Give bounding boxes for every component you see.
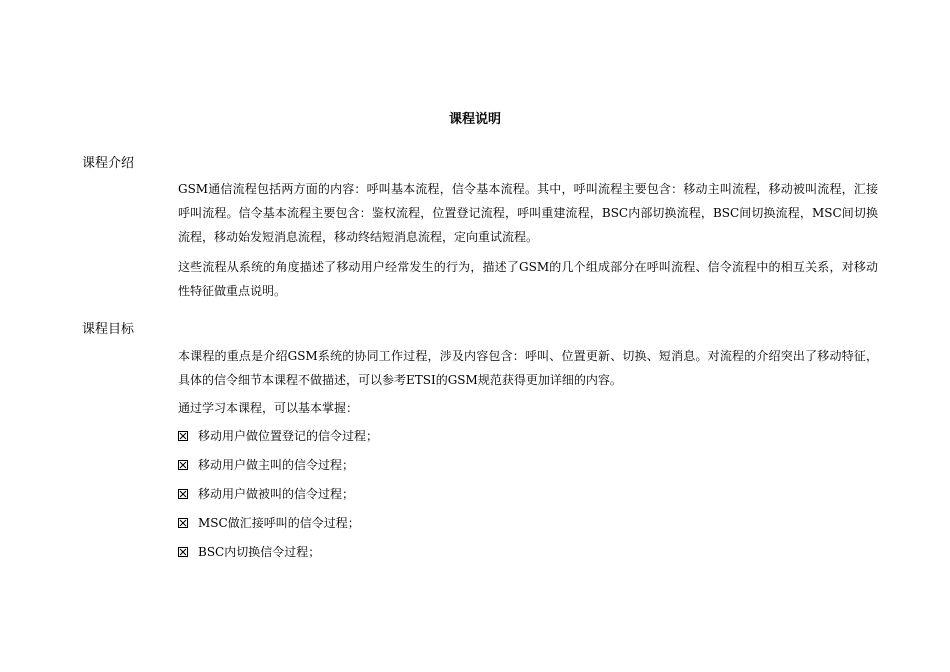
- checkbox-icon: [178, 431, 188, 441]
- checkbox-icon: [178, 518, 188, 528]
- intro-paragraph-1: GSM通信流程包括两方面的内容：呼叫基本流程，信令基本流程。其中，呼叫流程主要包含：移动主叫流程，移动被叫流程，汇接呼叫流程。信令基本流程主要包含：鉴权流程，位置登记流程，呼叫重建流程，BSC内部切换流程，BSC间切换流程，MSC间切换流程，移动始发短消息流程，移动终结短消息流程，定向重试流程。: [178, 182, 878, 244]
- list-item: [178, 511, 360, 535]
- page-title: 课程说明: [448, 112, 501, 127]
- checkbox-icon: [178, 460, 188, 470]
- checkbox-icon: [178, 547, 188, 557]
- intro-paragraph-2: 这些流程从系统的角度描述了移动用户经常发生的行为，描述了GSM的几个组成部分在呼叫流程、信令流程中的相互关系，对移动性特征做重点说明。: [178, 260, 878, 298]
- list-item-label: 移动用户做位置登记的信令过程；: [198, 429, 379, 443]
- list-item-label: 移动用户做主叫的信令过程；: [198, 458, 355, 472]
- list-item: [178, 453, 354, 477]
- goals-paragraph-1: 本课程的重点是介绍GSM系统的协同工作过程，涉及内容包含：呼叫、位置更新、切换、短消息。对流程的介绍突出了移动特征，具体的信令细节本课程不做描述，可以参考ETSI的GSM规范获得更加详细的内容。: [178, 349, 878, 387]
- list-item: [178, 424, 378, 448]
- section-heading-intro: 课程介绍: [82, 156, 135, 171]
- section-heading-goals: 课程目标: [82, 322, 135, 337]
- list-item: [178, 482, 354, 506]
- list-item-label: BSC内切换信令过程；: [198, 545, 321, 559]
- checkbox-icon: [178, 489, 188, 499]
- goals-paragraph-2: 通过学习本课程，可以基本掌握：: [178, 401, 359, 415]
- list-item-label: MSC做汇接呼叫的信令过程；: [198, 516, 360, 530]
- list-item-label: 移动用户做被叫的信令过程；: [198, 487, 355, 501]
- list-item: [178, 540, 320, 564]
